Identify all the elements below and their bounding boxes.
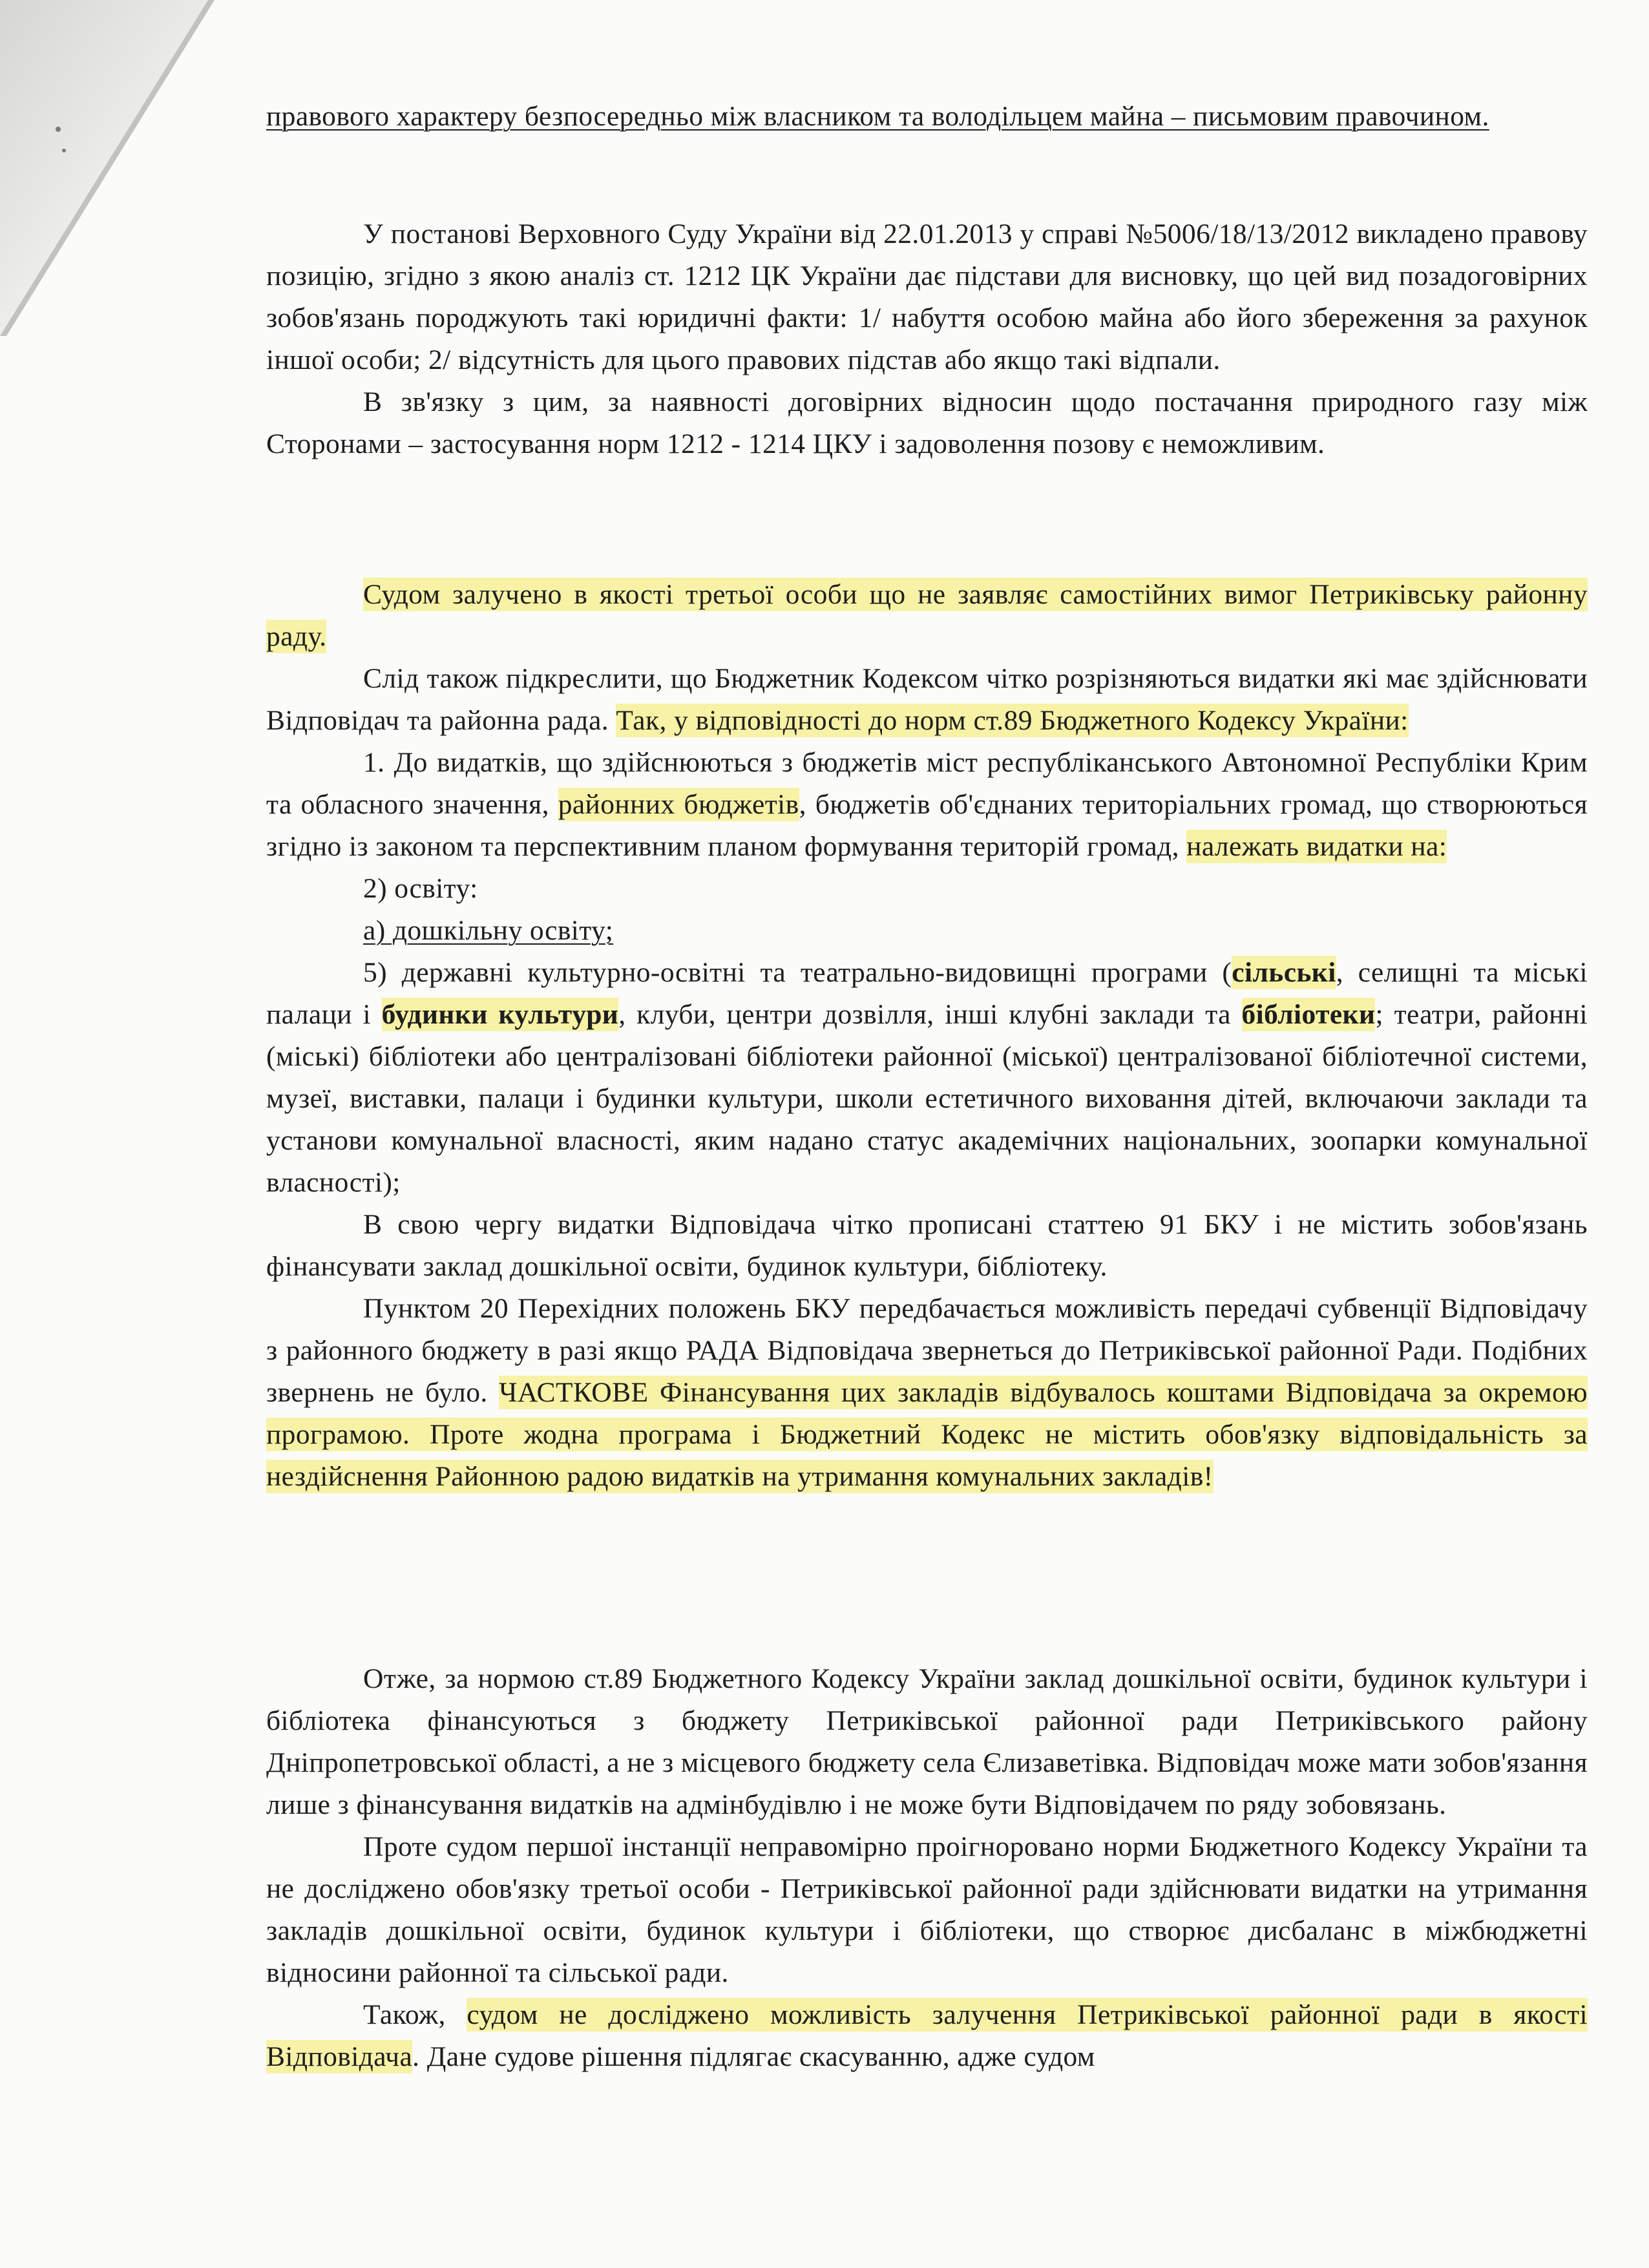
highlighted-bold-text: сільські: [1232, 957, 1336, 988]
paragraph-text: В свою чергу видатки Відповідача чітко прописані статтею 91 БКУ і не містить зобов'язань фінансувати заклад дошкільної освіти, будинок культури, бібліотеку.: [266, 1209, 1588, 1282]
highlighted-text: Судом залучено в якості третьої особи що не заявляє самостійних вимог Петриківську районну раду.: [266, 579, 1588, 652]
paragraph-continuation: [266, 96, 1588, 138]
paragraph-text: правового характеру безпосередньо між власником та володільцем майна – письмовим правочином.: [266, 101, 1489, 132]
scan-speck: [62, 149, 66, 152]
paragraph-text: , бюджетів об'єднаних територіальних громад, що створюються згідно із законом та перспективним планом формування територій громад,: [266, 789, 1588, 862]
paragraph-text: , клуби, центри дозвілля, інші клубні заклади та: [618, 999, 1242, 1030]
highlighted-bold-text: будинки культури: [381, 999, 619, 1030]
list-item: а) дошкільну освіту;: [363, 915, 614, 946]
highlighted-bold-text: бібліотеки: [1241, 999, 1376, 1030]
highlighted-text: ЧАСТКОВЕ Фінансування цих закладів відбувалось коштами Відповідача за окремою програмою. Проте жодна програма і Бюджетний Кодекс не містить обов'язку відповідальність за нездійснення Районною радою видатків на утримання комунальних закладів!: [266, 1377, 1588, 1492]
paragraph-text: Проте судом першої інстанції неправомірно проігноровано норми Бюджетного Кодексу України та не досліджено обов'язку третьої особи - Петриківської районної ради здійснювати видатки на утримання закладів дошкільної освіти, будинок культури і бібліотеки, що створює дисбаланс в міжбюджетні відносини районної та сільської ради.: [266, 1831, 1588, 1988]
paragraph-text: У постанові Верховного Суду України від 22.01.2013 у справі №5006/18/13/2012 викладено правову позицію, згідно з якою аналіз ст. 1212 ЦК України дає підстави для висновку, що цей вид позадоговірних зобов'язань породжують такі юридичні факти: 1/ набуття особою майна або його збереження за рахунок іншої особи; 2/ відсутність для цього правових підстав або якщо такі відпали.: [266, 218, 1588, 375]
paragraph-text: Також,: [363, 1999, 467, 2030]
paragraph-text: , селищні та міські палаци і: [266, 957, 1588, 1030]
paragraph-text: 5) державні культурно-освітні та театрально-видовищні програми (: [363, 957, 1232, 988]
paragraph-text: . Дане судове рішення підлягає скасуванню, адже судом: [412, 2041, 1095, 2072]
paragraph-text: Пунктом 20 Перехідних положень БКУ передбачається можливість передачі субвенції Відповідачу з районного бюджету в разі якщо РАДА Відповідача звернеться до Петриківської районної Ради. Подібних звернень не було.: [266, 1293, 1588, 1408]
paragraph-conclusion: [266, 1658, 1588, 2078]
list-item: 2) освіту:: [363, 873, 478, 904]
paragraph-text: Слід також підкреслити, що Бюджетник Кодексом чітко розрізняються видатки які має здійснювати Відповідач та районна рада.: [266, 663, 1588, 736]
highlighted-text: судом не досліджено можливість залучення Петриківської районної ради в якості Відповідача: [266, 1999, 1588, 2072]
paragraph-text: 1. До видатків, що здійснюються з бюджетів міст республіканського Автономної Республіки Крим та обласного значення,: [266, 747, 1588, 820]
highlighted-text: районних бюджетів: [558, 789, 799, 820]
highlighted-text: належать видатки на:: [1186, 831, 1447, 862]
paragraph-text: Отже, за нормою ст.89 Бюджетного Кодексу України заклад дошкільної освіти, будинок культури і бібліотека фінансуються з бюджету Петриківської районної ради Петриківського району Дніпропетровської області, а не з місцевого бюджету села Єлизаветівка. Відповідач може мати зобов'язання лише з фінансування видатків на адмінбудівлю і не може бути Відповідачем по ряду зобовязань.: [266, 1663, 1588, 1820]
paragraph-supreme-court: [266, 213, 1588, 465]
paragraph-third-party: [266, 574, 1588, 1498]
scan-speck: [56, 127, 61, 132]
highlighted-text: Так, у відповідності до норм ст.89 Бюджетного Кодексу України:: [616, 705, 1409, 736]
paragraph-text: В зв'язку з цим, за наявності договірних відносин щодо постачання природного газу між Сторонами – застосування норм 1212 - 1214 ЦКУ і задоволення позову є неможливим.: [266, 386, 1588, 459]
paragraph-text: ; театри, районні (міські) бібліотеки або централізовані бібліотеки районної (міської) централізованої бібліотечної системи, музеї, виставки, палаци і будинки культури, школи естетичного виховання дітей, включаючи заклади та установи комунальної власності, яким надано статус академічних національних, зоопарки комунальної власності);: [266, 999, 1588, 1198]
